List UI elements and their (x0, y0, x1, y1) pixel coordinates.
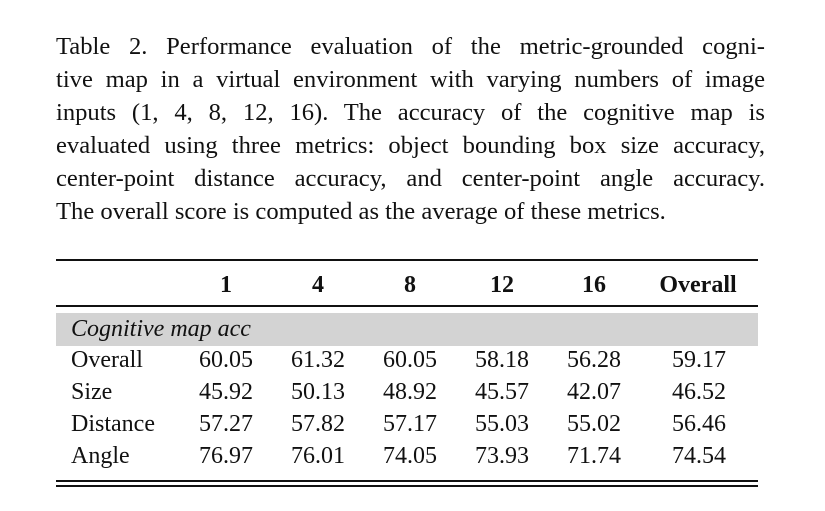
table-cell: 56.46 (672, 411, 726, 437)
row-label: Size (71, 379, 113, 405)
table-cell: 45.92 (199, 379, 253, 405)
table-cell: 73.93 (475, 443, 529, 469)
table-header-rule (56, 305, 758, 307)
table-cell: 50.13 (291, 379, 345, 405)
table-cell: 74.05 (383, 443, 437, 469)
table-cell: 55.02 (567, 411, 621, 437)
table-cell: 61.32 (291, 347, 345, 373)
table-bottom-rule (56, 480, 758, 482)
caption-line: Table 2. Performance evaluation of the metric-grounded cogni- (56, 33, 765, 60)
row-label: Overall (71, 347, 143, 373)
table-cell: 46.52 (672, 379, 726, 405)
table-cell: 76.01 (291, 443, 345, 469)
table-cell: 42.07 (567, 379, 621, 405)
table-cell: 57.27 (199, 411, 253, 437)
table-cell: 71.74 (567, 443, 621, 469)
table-cell: 76.97 (199, 443, 253, 469)
table-row (56, 376, 758, 408)
table-caption (56, 30, 765, 228)
header-cell-16: 16 (582, 272, 606, 298)
caption-line: center-point distance accuracy, and center-point angle accuracy. (56, 165, 765, 192)
table-cell: 57.82 (291, 411, 345, 437)
table-cell: 57.17 (383, 411, 437, 437)
header-cell-overall: Overall (659, 272, 737, 298)
table-cell: 55.03 (475, 411, 529, 437)
table-cell: 48.92 (383, 379, 437, 405)
row-label: Distance (71, 411, 155, 437)
table-top-rule (56, 259, 758, 261)
table-row (56, 440, 758, 472)
table-cell: 58.18 (475, 347, 529, 373)
section-band (56, 313, 758, 346)
table-cell: 60.05 (199, 347, 253, 373)
section-label: Cognitive map acc (71, 316, 251, 342)
caption-line: inputs (1, 4, 8, 12, 16). The accuracy of the cognitive map is (56, 99, 765, 126)
table-row (56, 344, 758, 376)
table-cell: 59.17 (672, 347, 726, 373)
row-label: Angle (71, 443, 130, 469)
caption-line: The overall score is computed as the average of these metrics. (56, 198, 666, 225)
caption-line: evaluated using three metrics: object bounding box size accuracy, (56, 132, 765, 159)
header-cell-4: 4 (312, 272, 324, 298)
header-cell-12: 12 (490, 272, 514, 298)
table-row (56, 408, 758, 440)
table-header-row (56, 265, 758, 305)
table-cell: 74.54 (672, 443, 726, 469)
table-cell: 60.05 (383, 347, 437, 373)
header-cell-8: 8 (404, 272, 416, 298)
header-cell-1: 1 (220, 272, 232, 298)
caption-line: tive map in a virtual environment with varying numbers of image (56, 66, 765, 93)
table-cell: 45.57 (475, 379, 529, 405)
table-bottom-rule (56, 485, 758, 487)
table-cell: 56.28 (567, 347, 621, 373)
